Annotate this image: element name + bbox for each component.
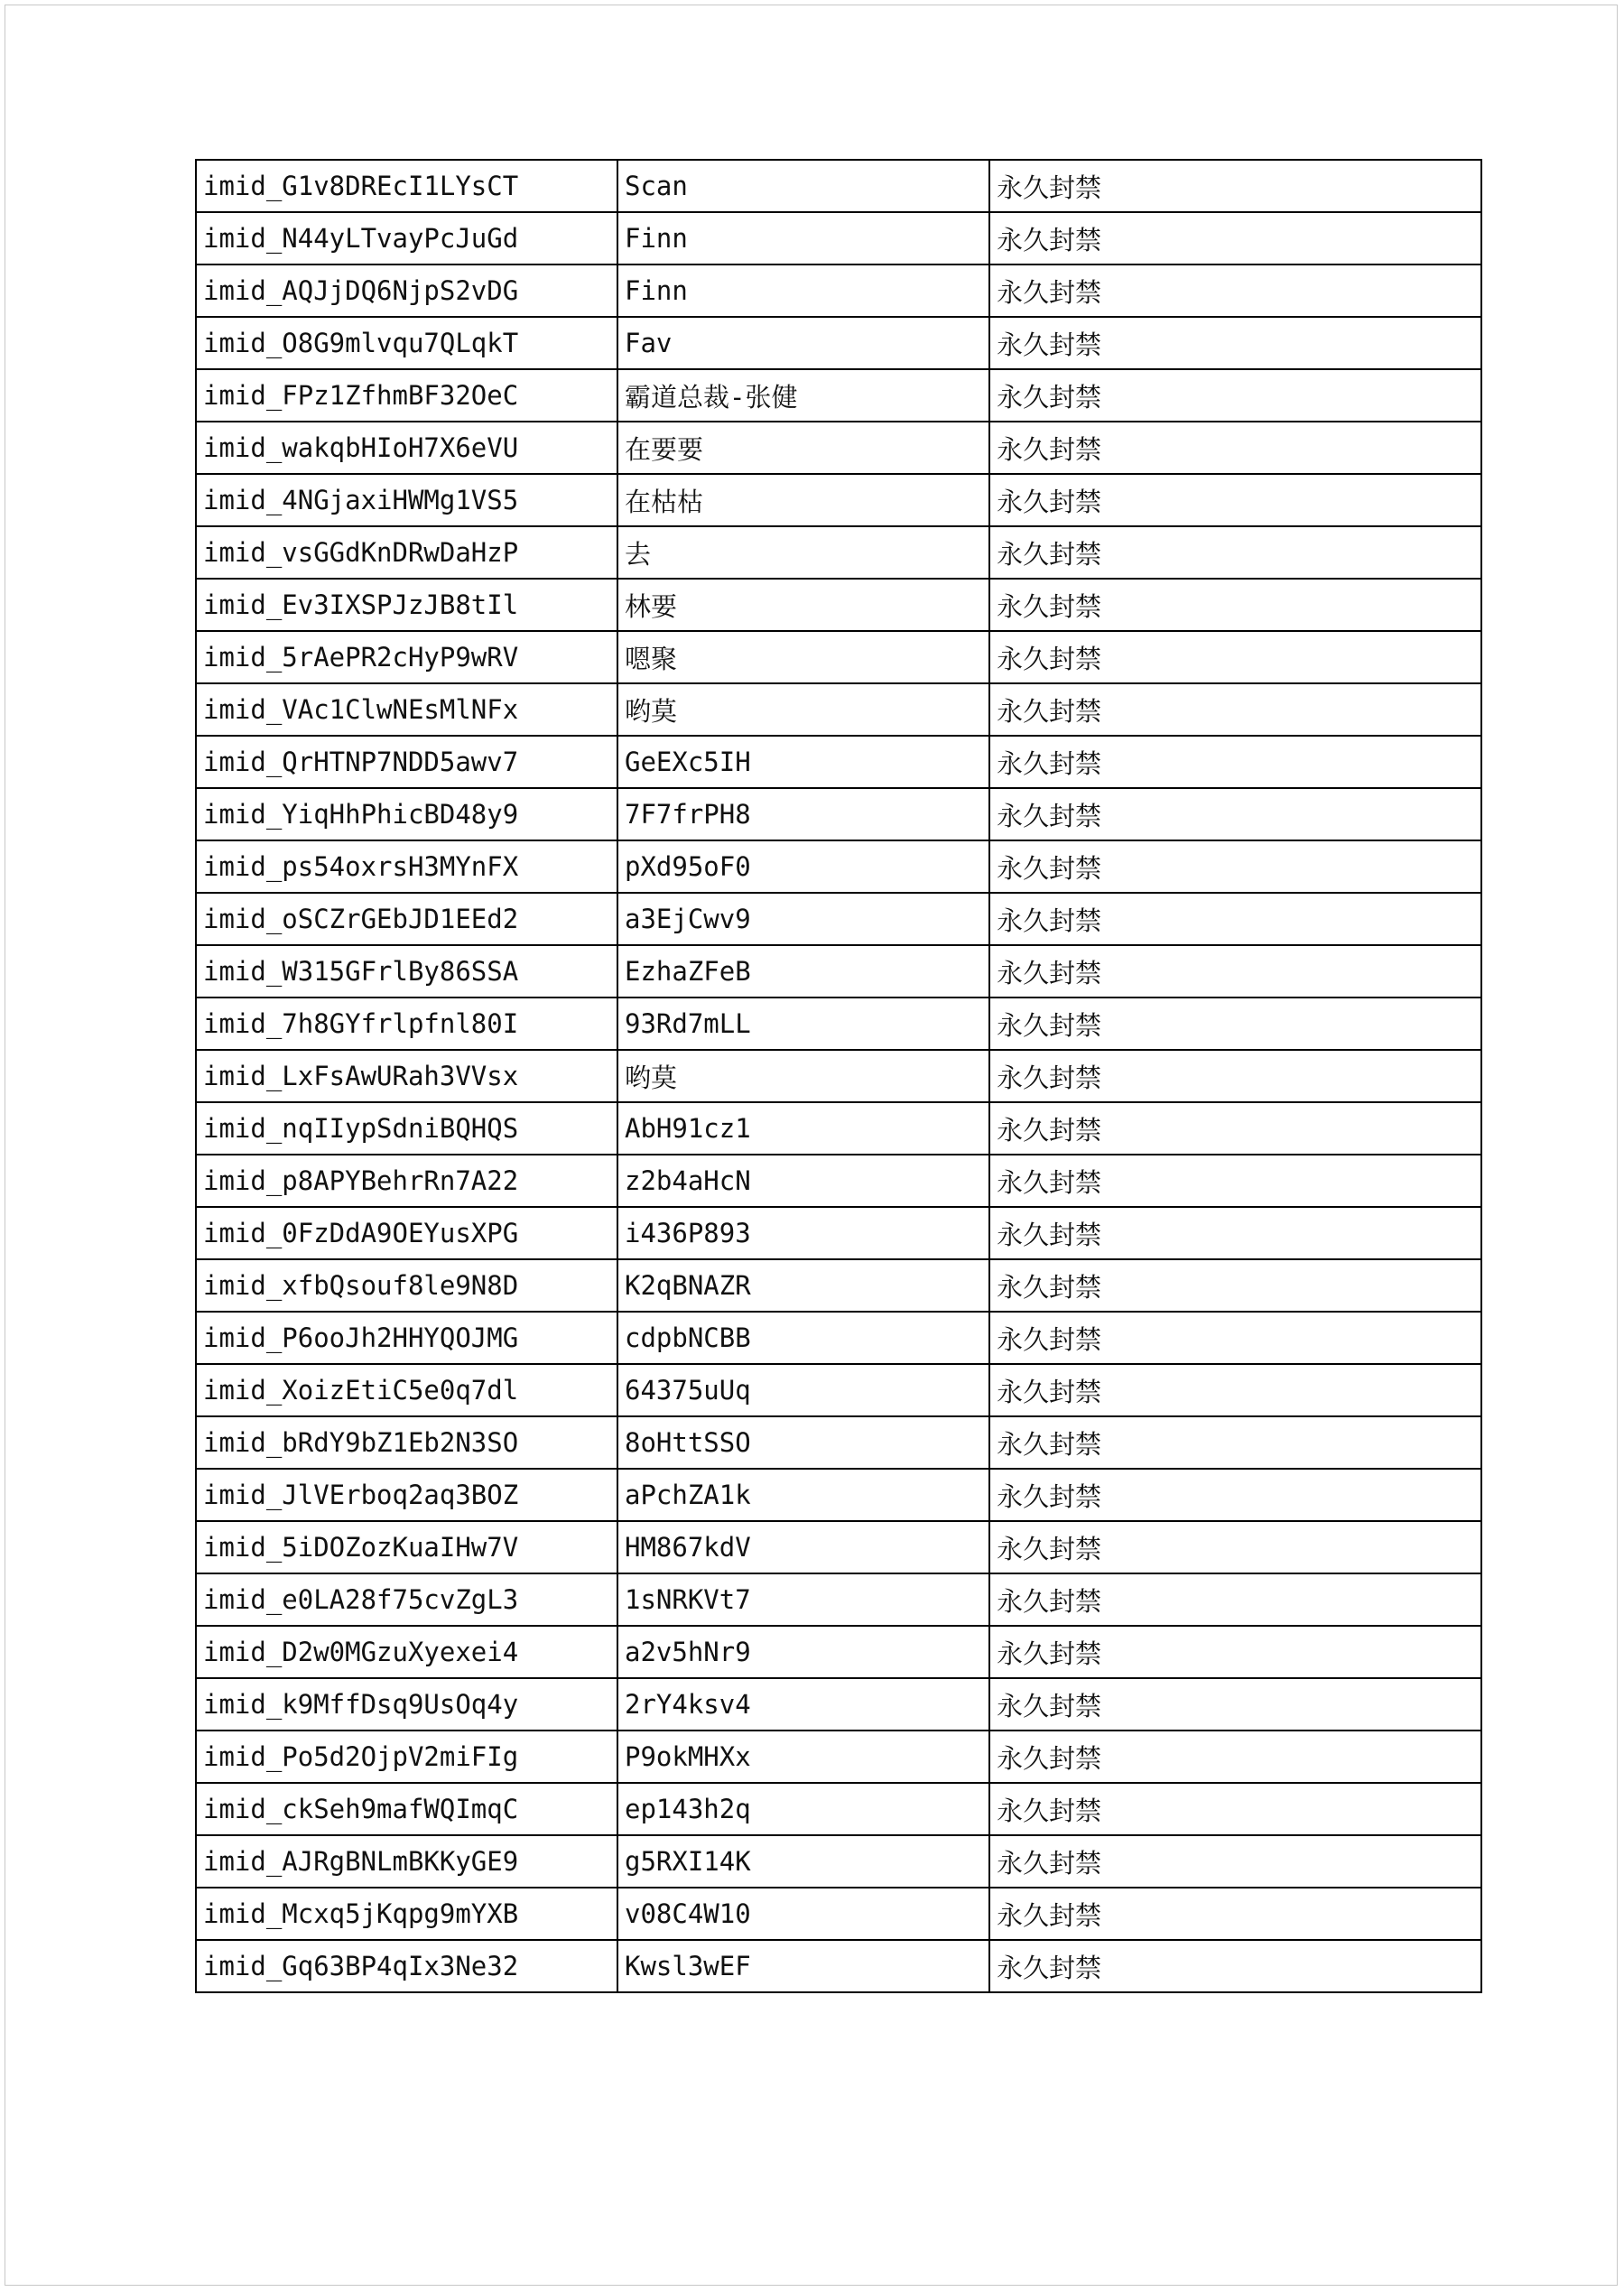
ban-status-cell: 永久封禁: [989, 1626, 1481, 1678]
user-id-cell: imid_W315GFrlBy86SSA: [196, 945, 617, 998]
ban-status-cell: 永久封禁: [989, 788, 1481, 840]
table-row: [196, 526, 1481, 579]
nickname-cell: 1sNRKVt7: [617, 1573, 989, 1626]
nickname-cell: a2v5hNr9: [617, 1626, 989, 1678]
user-id-cell: imid_4NGjaxiHWMg1VS5: [196, 474, 617, 526]
table-row: [196, 160, 1481, 212]
ban-status-cell: 永久封禁: [989, 212, 1481, 264]
user-id-cell: imid_5rAePR2cHyP9wRV: [196, 631, 617, 683]
ban-status-cell: 永久封禁: [989, 1940, 1481, 1992]
ban-status-cell: 永久封禁: [989, 1364, 1481, 1416]
user-id-cell: imid_Gq63BP4qIx3Ne32: [196, 1940, 617, 1992]
user-id-cell: imid_P6ooJh2HHYQOJMG: [196, 1312, 617, 1364]
nickname-cell: pXd95oF0: [617, 840, 989, 893]
table-row: [196, 1521, 1481, 1573]
user-id-cell: imid_ckSeh9mafWQImqC: [196, 1783, 617, 1835]
table-row: [196, 840, 1481, 893]
user-id-cell: imid_ps54oxrsH3MYnFX: [196, 840, 617, 893]
ban-status-cell: 永久封禁: [989, 317, 1481, 369]
nickname-cell: 去: [617, 526, 989, 579]
table-row: [196, 1416, 1481, 1469]
table-row: [196, 264, 1481, 317]
ban-status-cell: 永久封禁: [989, 369, 1481, 422]
table-row: [196, 736, 1481, 788]
ban-status-cell: 永久封禁: [989, 1259, 1481, 1312]
ban-status-cell: 永久封禁: [989, 1888, 1481, 1940]
nickname-cell: 8oHttSSO: [617, 1416, 989, 1469]
table-row: [196, 1940, 1481, 1992]
ban-status-cell: 永久封禁: [989, 1050, 1481, 1102]
nickname-cell: aPchZA1k: [617, 1469, 989, 1521]
ban-status-cell: 永久封禁: [989, 474, 1481, 526]
user-id-cell: imid_Ev3IXSPJzJB8tIl: [196, 579, 617, 631]
nickname-cell: GeEXc5IH: [617, 736, 989, 788]
nickname-cell: 哟莫: [617, 683, 989, 736]
ban-status-cell: 永久封禁: [989, 631, 1481, 683]
table-row: [196, 1678, 1481, 1731]
ban-status-cell: 永久封禁: [989, 1155, 1481, 1207]
table-row: [196, 1573, 1481, 1626]
ban-status-cell: 永久封禁: [989, 160, 1481, 212]
nickname-cell: 在枯枯: [617, 474, 989, 526]
table-row: [196, 1469, 1481, 1521]
ban-status-cell: 永久封禁: [989, 840, 1481, 893]
ban-status-cell: 永久封禁: [989, 1102, 1481, 1155]
nickname-cell: 林要: [617, 579, 989, 631]
table-row: [196, 1312, 1481, 1364]
table-row: [196, 579, 1481, 631]
ban-status-cell: 永久封禁: [989, 893, 1481, 945]
ban-status-cell: 永久封禁: [989, 526, 1481, 579]
ban-status-cell: 永久封禁: [989, 422, 1481, 474]
table-row: [196, 998, 1481, 1050]
ban-status-cell: 永久封禁: [989, 1678, 1481, 1731]
nickname-cell: Fav: [617, 317, 989, 369]
ban-status-cell: 永久封禁: [989, 1521, 1481, 1573]
ban-status-cell: 永久封禁: [989, 998, 1481, 1050]
records-table: [195, 159, 1482, 1993]
document-page: [5, 5, 1618, 2286]
nickname-cell: K2qBNAZR: [617, 1259, 989, 1312]
table-row: [196, 788, 1481, 840]
user-id-cell: imid_Mcxq5jKqpg9mYXB: [196, 1888, 617, 1940]
nickname-cell: ep143h2q: [617, 1783, 989, 1835]
table-row: [196, 1207, 1481, 1259]
user-id-cell: imid_FPz1ZfhmBF32OeC: [196, 369, 617, 422]
table-row: [196, 1050, 1481, 1102]
table-row: [196, 1835, 1481, 1888]
user-id-cell: imid_k9MffDsq9UsOq4y: [196, 1678, 617, 1731]
user-id-cell: imid_bRdY9bZ1Eb2N3SO: [196, 1416, 617, 1469]
nickname-cell: 霸道总裁-张健: [617, 369, 989, 422]
user-id-cell: imid_AJRgBNLmBKKyGE9: [196, 1835, 617, 1888]
table-row: [196, 1364, 1481, 1416]
table-row: [196, 1731, 1481, 1783]
user-id-cell: imid_O8G9mlvqu7QLqkT: [196, 317, 617, 369]
nickname-cell: 93Rd7mLL: [617, 998, 989, 1050]
user-id-cell: imid_AQJjDQ6NjpS2vDG: [196, 264, 617, 317]
nickname-cell: 2rY4ksv4: [617, 1678, 989, 1731]
user-id-cell: imid_JlVErboq2aq3BOZ: [196, 1469, 617, 1521]
ban-status-cell: 永久封禁: [989, 1416, 1481, 1469]
user-id-cell: imid_Po5d2OjpV2miFIg: [196, 1731, 617, 1783]
nickname-cell: HM867kdV: [617, 1521, 989, 1573]
user-id-cell: imid_wakqbHIoH7X6eVU: [196, 422, 617, 474]
ban-status-cell: 永久封禁: [989, 1783, 1481, 1835]
nickname-cell: AbH91cz1: [617, 1102, 989, 1155]
nickname-cell: 7F7frPH8: [617, 788, 989, 840]
nickname-cell: a3EjCwv9: [617, 893, 989, 945]
table-row: [196, 893, 1481, 945]
user-id-cell: imid_e0LA28f75cvZgL3: [196, 1573, 617, 1626]
table-row: [196, 1783, 1481, 1835]
user-id-cell: imid_QrHTNP7NDD5awv7: [196, 736, 617, 788]
nickname-cell: Finn: [617, 264, 989, 317]
user-id-cell: imid_xfbQsouf8le9N8D: [196, 1259, 617, 1312]
nickname-cell: cdpbNCBB: [617, 1312, 989, 1364]
nickname-cell: P9okMHXx: [617, 1731, 989, 1783]
user-id-cell: imid_YiqHhPhicBD48y9: [196, 788, 617, 840]
ban-status-cell: 永久封禁: [989, 1731, 1481, 1783]
ban-status-cell: 永久封禁: [989, 683, 1481, 736]
table-row: [196, 1888, 1481, 1940]
user-id-cell: imid_G1v8DREcI1LYsCT: [196, 160, 617, 212]
nickname-cell: g5RXI14K: [617, 1835, 989, 1888]
ban-status-cell: 永久封禁: [989, 1469, 1481, 1521]
nickname-cell: 嗯聚: [617, 631, 989, 683]
nickname-cell: 64375uUq: [617, 1364, 989, 1416]
ban-status-cell: 永久封禁: [989, 945, 1481, 998]
table-row: [196, 1259, 1481, 1312]
table-row: [196, 1626, 1481, 1678]
user-id-cell: imid_VAc1ClwNEsMlNFx: [196, 683, 617, 736]
table-row: [196, 422, 1481, 474]
table-row: [196, 683, 1481, 736]
nickname-cell: Kwsl3wEF: [617, 1940, 989, 1992]
table-row: [196, 631, 1481, 683]
table-row: [196, 369, 1481, 422]
ban-status-cell: 永久封禁: [989, 1312, 1481, 1364]
nickname-cell: Finn: [617, 212, 989, 264]
table-row: [196, 212, 1481, 264]
table-row: [196, 945, 1481, 998]
user-id-cell: imid_0FzDdA9OEYusXPG: [196, 1207, 617, 1259]
user-id-cell: imid_LxFsAwURah3VVsx: [196, 1050, 617, 1102]
user-id-cell: imid_N44yLTvayPcJuGd: [196, 212, 617, 264]
nickname-cell: Scan: [617, 160, 989, 212]
nickname-cell: 在要要: [617, 422, 989, 474]
user-id-cell: imid_p8APYBehrRn7A22: [196, 1155, 617, 1207]
ban-status-cell: 永久封禁: [989, 1835, 1481, 1888]
user-id-cell: imid_vsGGdKnDRwDaHzP: [196, 526, 617, 579]
table-row: [196, 317, 1481, 369]
table-row: [196, 1155, 1481, 1207]
ban-status-cell: 永久封禁: [989, 579, 1481, 631]
table-row: [196, 1102, 1481, 1155]
nickname-cell: z2b4aHcN: [617, 1155, 989, 1207]
ban-status-cell: 永久封禁: [989, 1573, 1481, 1626]
ban-status-cell: 永久封禁: [989, 736, 1481, 788]
nickname-cell: i436P893: [617, 1207, 989, 1259]
nickname-cell: v08C4W10: [617, 1888, 989, 1940]
user-id-cell: imid_7h8GYfrlpfnl80I: [196, 998, 617, 1050]
nickname-cell: 哟莫: [617, 1050, 989, 1102]
user-id-cell: imid_XoizEtiC5e0q7dl: [196, 1364, 617, 1416]
user-id-cell: imid_oSCZrGEbJD1EEd2: [196, 893, 617, 945]
user-id-cell: imid_nqIIypSdniBQHQS: [196, 1102, 617, 1155]
ban-status-cell: 永久封禁: [989, 1207, 1481, 1259]
ban-status-cell: 永久封禁: [989, 264, 1481, 317]
user-id-cell: imid_D2w0MGzuXyexei4: [196, 1626, 617, 1678]
table-row: [196, 474, 1481, 526]
nickname-cell: EzhaZFeB: [617, 945, 989, 998]
user-id-cell: imid_5iDOZozKuaIHw7V: [196, 1521, 617, 1573]
records-table-body: [196, 160, 1481, 1992]
